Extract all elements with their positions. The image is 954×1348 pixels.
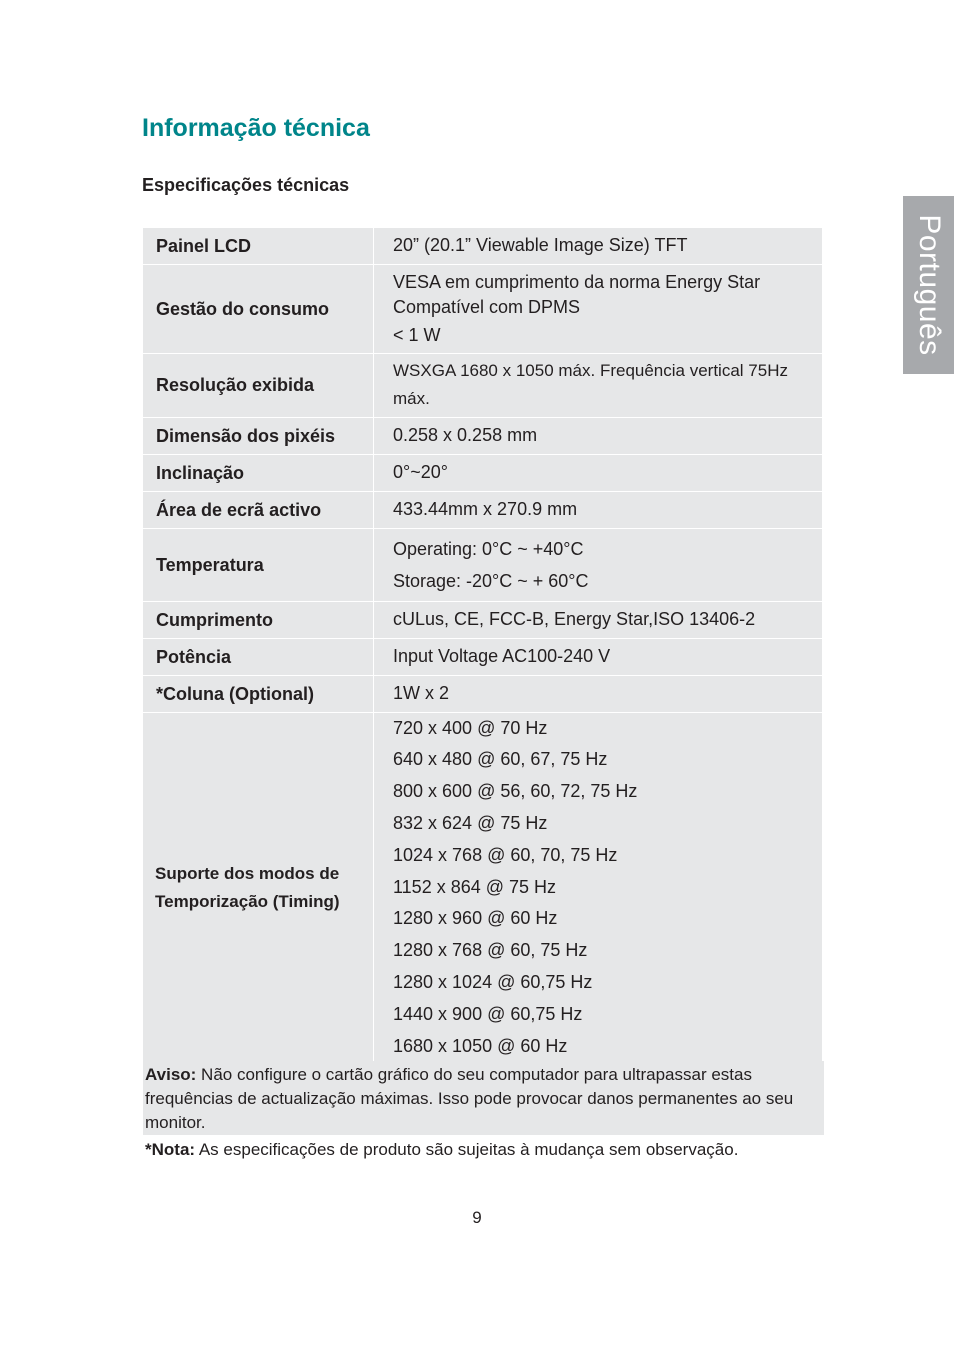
timing-mode: 1680 x 1050 @ 60 Hz bbox=[393, 1035, 568, 1056]
spec-value-line: 20” (20.1” Viewable Image Size) TFT bbox=[393, 235, 688, 256]
spec-value bbox=[374, 353, 823, 417]
spec-value bbox=[374, 454, 823, 491]
spec-row-dimensao-pixeis bbox=[143, 417, 822, 454]
specification-note bbox=[145, 1138, 822, 1162]
spec-label-line: Suporte dos modos de bbox=[155, 863, 340, 883]
timing-mode: 1024 x 768 @ 60, 70, 75 Hz bbox=[393, 844, 618, 865]
timing-mode: 832 x 624 @ 75 Hz bbox=[393, 813, 548, 833]
spec-value-line: Compatível com DPMS bbox=[393, 296, 581, 317]
spec-row-cumprimento bbox=[143, 601, 822, 638]
spec-value-line: < 1 W bbox=[393, 324, 441, 345]
warning-text: Não configure o cartão gráfico do seu computador para ultrapassar estas frequências de actualização máximas. Isso pode provocar danos permanentes ao seu monitor. bbox=[145, 1065, 794, 1132]
spec-value-line: Input Voltage AC100-240 V bbox=[393, 646, 611, 666]
spec-label: Cumprimento bbox=[143, 601, 374, 638]
timing-mode: 640 x 480 @ 60, 67, 75 Hz bbox=[393, 749, 608, 770]
timing-mode: 720 x 400 @ 70 Hz bbox=[393, 717, 548, 738]
spec-value-line: Operating: 0°C ~ +40°C bbox=[393, 538, 584, 559]
warning-label: Aviso: bbox=[145, 1065, 197, 1084]
spec-value-line: 433.44mm x 270.9 mm bbox=[393, 499, 578, 519]
spec-row-temperatura bbox=[143, 528, 822, 601]
page-title: Informação técnica bbox=[142, 114, 370, 142]
spec-value-line: VESA em cumprimento da norma Energy Star bbox=[393, 271, 761, 292]
timing-mode: 1152 x 864 @ 75 Hz bbox=[393, 876, 557, 897]
timing-mode: 1280 x 960 @ 60 Hz bbox=[393, 908, 558, 929]
spec-label: Inclinação bbox=[143, 454, 374, 491]
spec-row-painel-lcd bbox=[143, 228, 822, 264]
spec-row-modos-temporizacao bbox=[143, 712, 822, 1063]
spec-row-resolucao bbox=[143, 353, 822, 417]
spec-value bbox=[374, 675, 823, 712]
spec-row-area-ecra bbox=[143, 491, 822, 528]
spec-label: Potência bbox=[143, 638, 374, 675]
spec-label: Temperatura bbox=[143, 528, 374, 601]
spec-label: Área de ecrã activo bbox=[143, 491, 374, 528]
language-side-tab-label: Português bbox=[912, 214, 946, 356]
spec-label: Gestão do consumo bbox=[143, 264, 374, 353]
warning-notice bbox=[143, 1061, 824, 1135]
spec-value bbox=[374, 638, 823, 675]
specifications-table bbox=[143, 228, 822, 1064]
note-label: *Nota: bbox=[145, 1140, 196, 1159]
spec-value bbox=[374, 712, 823, 1063]
timing-mode: 1440 x 900 @ 60,75 Hz bbox=[393, 1003, 583, 1024]
section-title: Especificações técnicas bbox=[142, 175, 350, 195]
note-text: As especificações de produto são sujeitas à mudança sem observação. bbox=[195, 1140, 739, 1159]
spec-label: Resolução exibida bbox=[143, 353, 374, 417]
spec-value bbox=[374, 528, 823, 601]
spec-label: Painel LCD bbox=[143, 228, 374, 264]
spec-row-coluna bbox=[143, 675, 822, 712]
spec-value-line: máx. bbox=[393, 389, 430, 408]
spec-label-line: Temporização (Timing) bbox=[155, 891, 340, 911]
language-side-tab bbox=[903, 196, 954, 374]
spec-value bbox=[374, 601, 823, 638]
timing-mode: 1280 x 1024 @ 60,75 Hz bbox=[393, 971, 593, 992]
spec-value-line: 1W x 2 bbox=[393, 683, 450, 703]
spec-label: Dimensão dos pixéis bbox=[143, 417, 374, 454]
spec-value-line: cULus, CE, FCC-B, Energy Star,ISO 13406-2 bbox=[393, 609, 756, 629]
spec-row-potencia bbox=[143, 638, 822, 675]
spec-row-inclinacao bbox=[143, 454, 822, 491]
spec-value-line: Storage: -20°C ~ + 60°C bbox=[393, 570, 589, 591]
spec-value bbox=[374, 264, 823, 353]
page-number: 9 bbox=[472, 1208, 482, 1227]
spec-label bbox=[143, 712, 374, 1063]
spec-value bbox=[374, 228, 823, 264]
spec-value-line: 0.258 x 0.258 mm bbox=[393, 425, 538, 445]
timing-mode: 800 x 600 @ 56, 60, 72, 75 Hz bbox=[393, 781, 638, 802]
spec-value bbox=[374, 491, 823, 528]
spec-value-line: 0°~20° bbox=[393, 462, 448, 482]
spec-label: *Coluna (Optional) bbox=[143, 675, 374, 712]
timing-mode: 1280 x 768 @ 60, 75 Hz bbox=[393, 940, 588, 961]
spec-value bbox=[374, 417, 823, 454]
spec-row-gestao-consumo bbox=[143, 264, 822, 353]
spec-value-line: WSXGA 1680 x 1050 máx. Frequência vertical 75Hz bbox=[393, 361, 788, 380]
